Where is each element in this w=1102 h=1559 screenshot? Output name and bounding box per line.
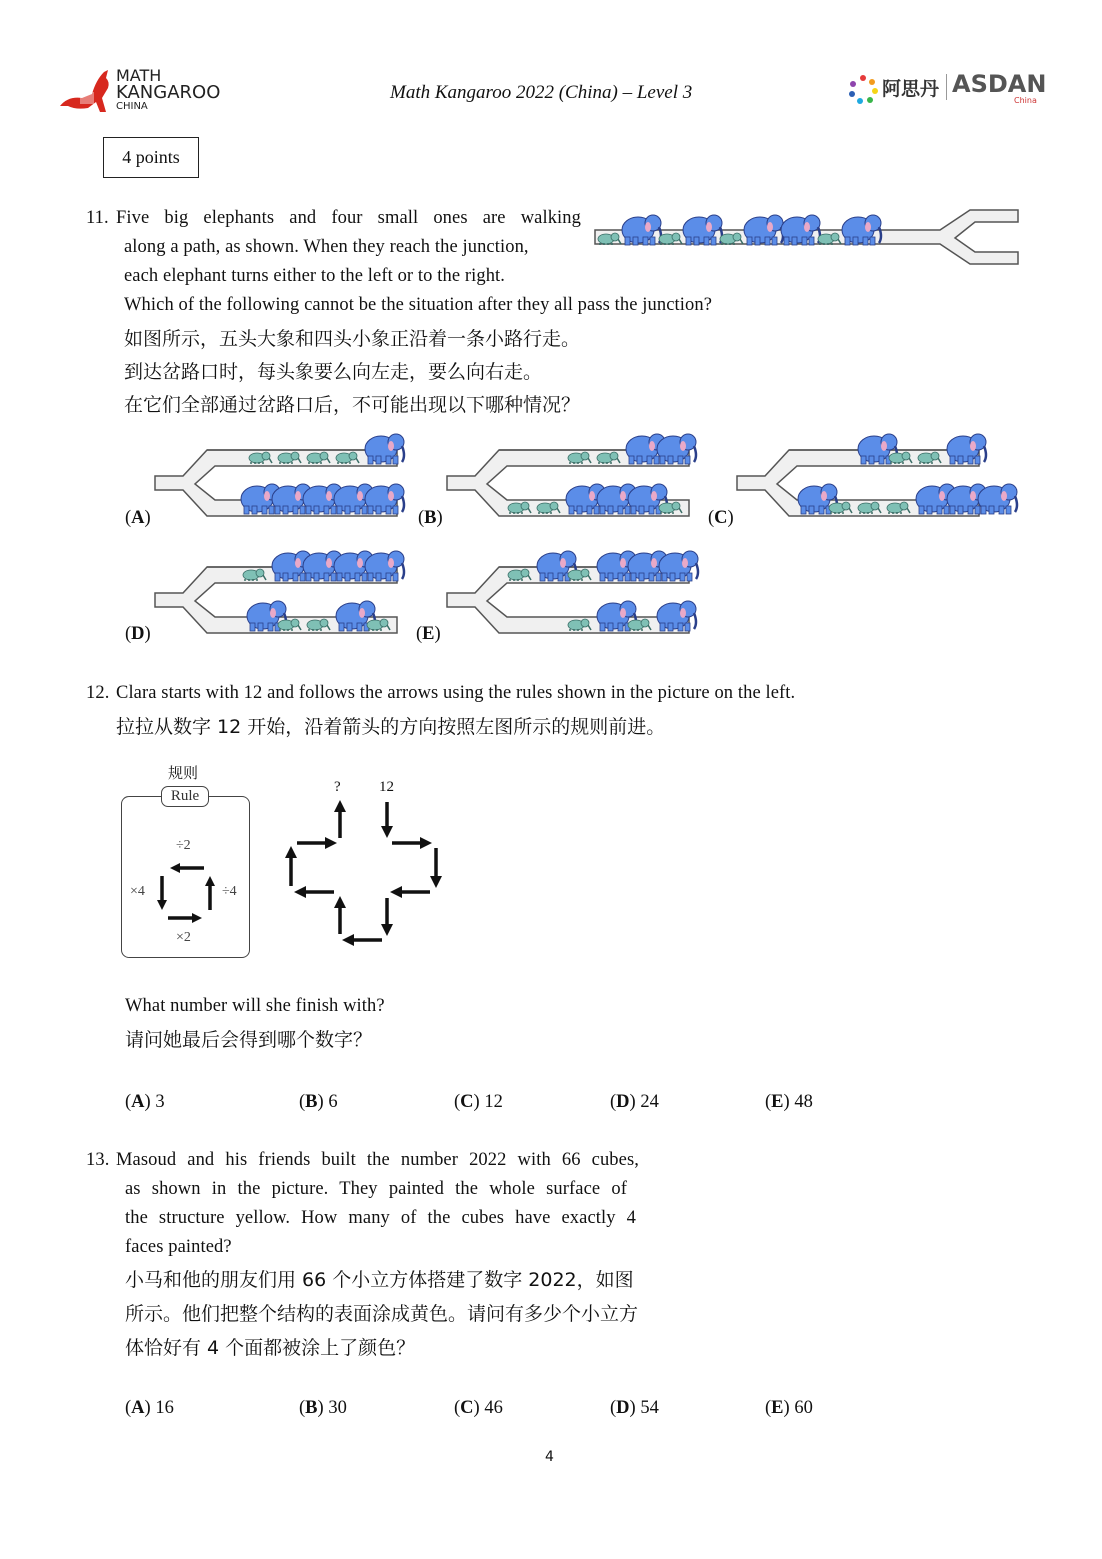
top-branch-elephants xyxy=(568,434,696,464)
q12-cn-line: 拉拉从数字 12 开始，沿着箭头的方向按照左图所示的规则前进。 xyxy=(116,716,666,738)
q11-cn-line-2: 到达岔路口时，每头象要么向左走，要么向右走。 xyxy=(124,361,543,383)
cubes-2022-illustration xyxy=(682,1162,982,1280)
kangaroo-icon xyxy=(58,68,118,116)
bottom-branch-elephants xyxy=(241,484,404,514)
big-elephant-icon xyxy=(842,215,881,245)
q11-cn-line-3: 在它们全部通过岔路口后，不可能出现以下哪种情况？ xyxy=(124,394,581,416)
q11-option-c[interactable]: (C) xyxy=(708,508,734,528)
option-label: E xyxy=(771,1092,784,1112)
q13-line-1: Masoud and his friends built the number 2022 with 66 cubes, xyxy=(116,1150,639,1170)
option-b-illustration xyxy=(447,428,692,524)
elephant-path-illustration xyxy=(595,208,1020,283)
q13-cn-line-3: 体恰好有 4 个面都被涂上了颜色？ xyxy=(125,1337,416,1359)
bottom-branch-elephants xyxy=(247,601,390,631)
q11-line-2: along a path, as shown. When they reach the junction, xyxy=(124,237,529,257)
q12-line-1: Clara starts with 12 and follows the arrows using the rules shown in the picture on the left. xyxy=(116,683,796,703)
option-d-illustration xyxy=(155,545,400,641)
q12-option-a[interactable]: (A) 3 xyxy=(125,1092,165,1112)
q13-option-e[interactable]: (E) 60 xyxy=(765,1398,813,1418)
big-elephant-icon xyxy=(947,434,986,464)
option-label: C xyxy=(714,508,728,528)
q13-line-4: faces painted? xyxy=(125,1237,232,1257)
logo-text-china: CHINA xyxy=(116,101,148,112)
q13-option-a[interactable]: (A) 16 xyxy=(125,1398,174,1418)
big-elephant-icon xyxy=(744,215,783,245)
q12-number: 12. xyxy=(86,683,110,703)
option-value: 16 xyxy=(155,1398,174,1418)
q13-cn-line-1: 小马和他的朋友们用 66 个小立方体搭建了数字 2022，如图 xyxy=(125,1269,634,1291)
bottom-branch-elephants xyxy=(568,601,696,631)
page-title: Math Kangaroo 2022 (China) – Level 3 xyxy=(390,82,693,103)
big-elephant-icon xyxy=(622,215,661,245)
option-c-illustration xyxy=(737,428,982,524)
big-elephant-icon xyxy=(683,215,722,245)
q11-option-b[interactable]: (B) xyxy=(418,508,443,528)
option-value: 48 xyxy=(794,1092,813,1112)
option-label: A xyxy=(131,508,145,528)
points-label: 4 points xyxy=(122,147,180,167)
option-label: E xyxy=(422,624,435,644)
q11-option-e[interactable]: (E) xyxy=(416,624,441,644)
option-value: 54 xyxy=(640,1398,659,1418)
asdan-logo xyxy=(848,70,1048,110)
option-value: 24 xyxy=(640,1092,659,1112)
asdan-cn-text: 阿思丹 xyxy=(882,78,940,100)
math-kangaroo-logo xyxy=(58,66,221,116)
maze-end-label: ? xyxy=(334,779,341,795)
rule-op-left: ×4 xyxy=(130,884,145,899)
big-elephant-icon xyxy=(657,601,696,631)
asdan-sub-text: China xyxy=(1014,96,1037,105)
option-e-illustration xyxy=(447,545,692,641)
q11-option-d[interactable]: (D) xyxy=(125,624,151,644)
q13-option-b[interactable]: (B) 30 xyxy=(299,1398,347,1418)
option-label: D xyxy=(616,1092,630,1112)
q11-option-a[interactable]: (A) xyxy=(125,508,151,528)
big-elephant-icon xyxy=(978,484,1017,514)
points-section-box xyxy=(103,137,199,178)
option-a-illustration xyxy=(155,428,400,524)
asdan-flower-icon xyxy=(848,74,878,104)
big-elephant-icon xyxy=(365,551,404,581)
option-value: 30 xyxy=(328,1398,347,1418)
option-label: B xyxy=(305,1092,318,1112)
q12-question-cn: 请问她最后会得到哪个数字？ xyxy=(125,1029,373,1051)
q12-option-b[interactable]: (B) 6 xyxy=(299,1092,338,1112)
option-value: 12 xyxy=(484,1092,503,1112)
big-elephant-icon xyxy=(365,484,404,514)
q13-cn-line-2: 所示。他们把整个结构的表面涂成黄色。请问有多少个小立方 xyxy=(125,1303,639,1325)
rule-label-tag xyxy=(161,786,209,807)
maze-start-label: 12 xyxy=(379,779,394,795)
big-elephant-icon xyxy=(365,434,404,464)
bottom-branch-elephants xyxy=(798,484,1017,514)
rule-label: Rule xyxy=(170,788,200,804)
option-label: B xyxy=(305,1398,318,1418)
rule-op-top: ÷2 xyxy=(176,838,191,853)
q13-option-d[interactable]: (D) 54 xyxy=(610,1398,659,1418)
option-label: E xyxy=(771,1398,784,1418)
q11-number: 11. xyxy=(86,208,109,228)
option-label: A xyxy=(131,1092,145,1112)
q11-line-4: Which of the following cannot be the situation after they all pass the junction? xyxy=(124,295,713,315)
q13-line-3: the structure yellow. How many of the cubes have exactly 4 xyxy=(125,1208,636,1228)
option-label: B xyxy=(424,508,437,528)
rule-cn-label: 规则 xyxy=(168,764,199,782)
q13-option-c[interactable]: (C) 46 xyxy=(454,1398,503,1418)
rule-arrows-diagram xyxy=(152,858,222,928)
logo-text-kangaroo: KANGAROO xyxy=(116,82,221,103)
q13-line-2: as shown in the picture. They painted the whole surface of xyxy=(125,1179,627,1199)
q12-question-en: What number will she finish with? xyxy=(125,996,385,1016)
q11-line-1: Five big elephants and four small ones are walking xyxy=(116,208,581,228)
q11-line-3: each elephant turns either to the left or to the right. xyxy=(124,266,506,286)
big-elephant-icon xyxy=(781,215,820,245)
option-value: 60 xyxy=(794,1398,813,1418)
option-label: C xyxy=(460,1398,474,1418)
logo-text-math: MATH xyxy=(116,66,162,85)
top-branch-elephants xyxy=(858,434,986,464)
option-value: 3 xyxy=(155,1092,165,1112)
option-label: D xyxy=(616,1398,630,1418)
big-elephant-icon xyxy=(657,434,696,464)
q12-option-e[interactable]: (E) 48 xyxy=(765,1092,813,1112)
big-elephant-icon xyxy=(659,551,698,581)
option-label: A xyxy=(131,1398,145,1418)
rule-op-right: ÷4 xyxy=(222,884,237,899)
page-number: 4 xyxy=(545,1449,554,1465)
arrow-maze-diagram xyxy=(280,800,450,950)
q13-number: 13. xyxy=(86,1150,110,1170)
q11-cn-line-1: 如图所示，五头大象和四头小象正沿着一条小路行走。 xyxy=(124,328,581,350)
q12-option-d[interactable]: (D) 24 xyxy=(610,1092,659,1112)
q12-option-c[interactable]: (C) 12 xyxy=(454,1092,503,1112)
option-value: 46 xyxy=(484,1398,503,1418)
option-value: 6 xyxy=(328,1092,338,1112)
asdan-divider xyxy=(946,74,947,100)
option-label: D xyxy=(131,624,145,644)
rule-op-bottom: ×2 xyxy=(176,930,191,945)
asdan-en-text: ASDAN xyxy=(952,70,1047,98)
option-label: C xyxy=(460,1092,474,1112)
